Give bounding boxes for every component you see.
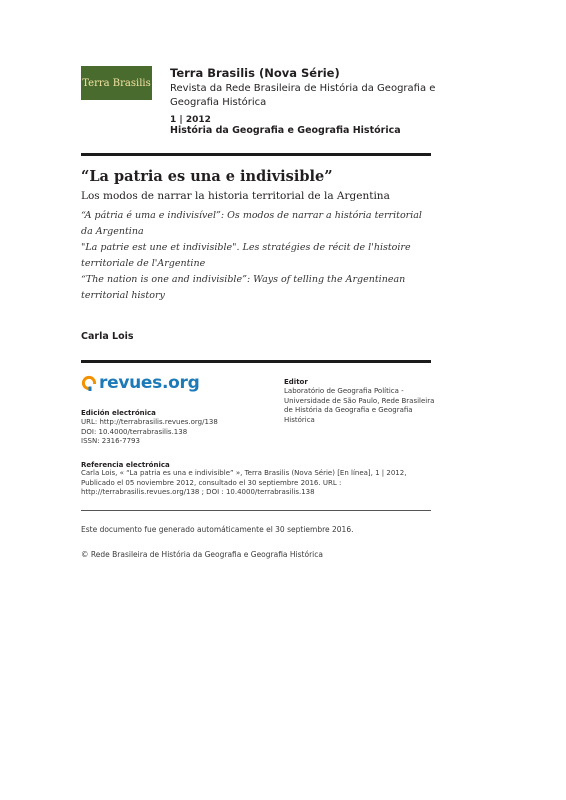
article-subtitle: Los modos de narrar la historia territorial de la Argentina bbox=[81, 190, 390, 202]
section-rule bbox=[81, 360, 431, 363]
reference-text: Carla Lois, « “La patria es una e indivisible” », Terra Brasilis (Nova Série) [En línea], 1 | 2012, Publicado el 05 noviembre 2012, consultado el 30 septiembre 2016. URL : http://terrabrasilis.revues.org/138 ; DOI : 10.4000/terrabrasilis.138 bbox=[81, 469, 407, 496]
edition-doi: DOI: 10.4000/terrabrasilis.138 bbox=[81, 427, 188, 436]
issue-number: 1 | 2012 bbox=[170, 115, 211, 125]
alternate-titles bbox=[81, 208, 431, 304]
copyright-note: © Rede Brasileira de História da Geografia e Geografia Histórica bbox=[81, 550, 323, 559]
editor-label: Editor bbox=[284, 378, 308, 386]
footer-rule bbox=[81, 510, 431, 511]
revues-logo-icon bbox=[81, 375, 97, 391]
article-title: “La patria es una e indivisible” bbox=[81, 168, 333, 185]
journal-logo bbox=[81, 66, 152, 100]
journal-logo-text: Terra Brasilis bbox=[82, 77, 151, 89]
article-author: Carla Lois bbox=[81, 331, 134, 342]
alt-title-en: “The nation is one and indivisible”: Ways of telling the Argentinean territorial history bbox=[81, 274, 406, 301]
editor-text: Laboratório de Geografia Política - Universidade de São Paulo, Rede Brasileira de História da Geografia e Geografia Histórica bbox=[284, 387, 435, 424]
header-rule bbox=[81, 153, 431, 156]
journal-title: Terra Brasilis (Nova Série) bbox=[170, 66, 340, 80]
revues-logo-text: revues.org bbox=[99, 373, 200, 393]
generated-note: Este documento fue generado automáticamente el 30 septiembre 2016. bbox=[81, 525, 354, 534]
edition-issn: ISSN: 2316-7793 bbox=[81, 437, 140, 445]
electronic-edition-details bbox=[81, 418, 281, 447]
revues-logo[interactable] bbox=[81, 373, 199, 393]
edition-url-link[interactable]: URL: http://terrabrasilis.revues.org/138 bbox=[81, 418, 218, 426]
alt-title-pt: “A pátria é uma e indivisível”: Os modos de narrar a história territorial da Argentina bbox=[81, 210, 422, 237]
electronic-edition-label: Edición electrónica bbox=[81, 409, 156, 417]
issue-title: História da Geografia e Geografia Histórica bbox=[170, 125, 401, 136]
alt-title-fr: "La patrie est une et indivisible". Les stratégies de récit de l'histoire territoriale de l'Argentine bbox=[81, 242, 411, 269]
journal-subtitle: Revista da Rede Brasileira de História da Geografia e Geografia Histórica bbox=[170, 83, 436, 108]
reference-label: Referencia electrónica bbox=[81, 461, 170, 469]
